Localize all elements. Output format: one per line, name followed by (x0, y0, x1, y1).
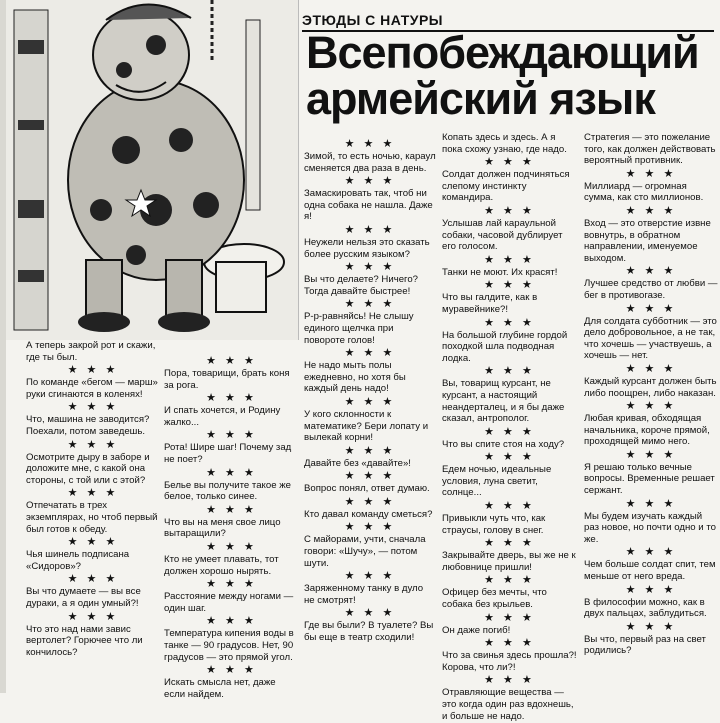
star-divider: ★ ★ ★ (484, 537, 535, 550)
quote-item: Отпечатать в трех экземплярах, но чтоб первый был готов к обеду. (26, 500, 158, 535)
star-divider: ★ ★ ★ (344, 521, 396, 534)
star-divider: ★ ★ ★ (484, 204, 535, 217)
text-column-1 (26, 340, 160, 659)
quote-item: Я решаю только вечные вопросы. Временные решает сержант. (584, 461, 715, 497)
star-divider: ★ ★ ★ (206, 392, 257, 405)
quote-item: Зимой, то есть ночью, караул сменяется два раза в день. (304, 151, 436, 174)
article-headline (306, 27, 716, 124)
quote-item: Р-р-равняйсь! Не слышу единого щелчка при повороте голов! (304, 311, 414, 346)
quote-item: Чем больше солдат спит, тем меньше от него вреда. (584, 559, 716, 583)
quote-item: Кто не умеет плавать, тот должен хорошо нырять. (164, 553, 279, 577)
star-divider: ★ ★ ★ (484, 574, 535, 587)
quote-item: Вопрос понял, ответ думаю. (304, 483, 430, 495)
quote-item: Рота! Шире шаг! Почему зад не поет? (164, 442, 292, 465)
quote-item: Что вы галдите, как в муравейнике?! (442, 292, 538, 315)
star-divider: ★ ★ ★ (67, 573, 119, 586)
quote-item: Он даже погиб! (442, 624, 511, 636)
star-divider: ★ ★ ★ (206, 664, 257, 677)
quote-item: Копать здесь и здесь. А я пока схожу узнаю, где надо. (442, 132, 567, 155)
quote-item: Что вы на меня свое лицо вытаращили? (164, 516, 281, 540)
star-divider: ★ ★ ★ (344, 223, 396, 236)
star-divider: ★ ★ ★ (625, 448, 677, 461)
quote-item: Где вы были? В туалете? Вы бы еще в театр сходили! (304, 620, 434, 644)
quote-item: Офицер без мечты, что собака без крыльев. (442, 587, 547, 611)
star-divider: ★ ★ ★ (206, 355, 257, 367)
star-divider: ★ ★ ★ (484, 253, 535, 266)
star-divider: ★ ★ ★ (344, 138, 396, 150)
quote-item: Солдат должен подчиняться слепому инстинкту командира. (442, 169, 570, 204)
star-divider: ★ ★ ★ (484, 425, 535, 438)
quote-item: Кто давал команду сметься? (304, 508, 433, 520)
star-divider: ★ ★ ★ (484, 500, 535, 513)
quote-item: Осмотрите дыру в заборе и доложите мне, с какой она стороны, с той или с этой? (26, 451, 150, 486)
star-divider: ★ ★ ★ (344, 298, 396, 311)
star-divider: ★ ★ ★ (344, 570, 396, 583)
star-divider: ★ ★ ★ (484, 674, 535, 687)
star-divider: ★ ★ ★ (67, 487, 119, 500)
quote-item: Танки не моют. Их красят! (442, 266, 558, 278)
star-divider: ★ ★ ★ (625, 497, 677, 510)
quote-item: Лучшее средство от любви — бег в противогазе. (584, 278, 718, 301)
star-divider: ★ ★ ★ (67, 438, 119, 451)
quote-item: Миллиард — огромная сумма, как сто миллионов. (584, 180, 704, 204)
text-column-4 (442, 132, 577, 723)
star-divider: ★ ★ ★ (625, 302, 677, 315)
star-divider: ★ ★ ★ (67, 610, 119, 623)
quote-item: Температура кипения воды в танке — 90 градусов. Нет, 90 градусов — это прямой угол. (164, 628, 294, 663)
quote-item: Неужели нельзя это сказать более русским языком? (304, 236, 430, 260)
text-column-5 (584, 132, 718, 658)
quote-item: У кого склонности к математике? Бери лопату и вылекай корни! (304, 408, 429, 444)
star-divider: ★ ★ ★ (484, 637, 535, 650)
quote-item: Искать смысла нет, даже если найдем. (164, 677, 276, 700)
star-divider: ★ ★ ★ (206, 503, 257, 516)
quote-item: Вы, товарищ курсант, не курсант, а настоящий неандерталец, и я бы даже сказал, антрополог. (442, 378, 565, 425)
star-divider: ★ ★ ★ (625, 546, 677, 559)
quote-item: Услышав лай караульной собаки, часовой дублирует его голосом. (442, 217, 563, 253)
star-divider: ★ ★ ★ (67, 536, 119, 549)
star-divider: ★ ★ ★ (206, 540, 257, 553)
star-divider: ★ ★ ★ (625, 362, 677, 375)
quote-item: Отравляющие вещества — это когда один раз вдохнешь, и больше не надо. (442, 687, 574, 722)
quote-item: Вы что думаете — вы все дураки, а я один умный?! (26, 586, 141, 609)
rubric-text: ЭТЮДЫ С НАТУРЫ (302, 12, 443, 28)
quote-item: Пора, товарищи, брать коня за рога. (164, 368, 290, 391)
quote-item: Заряженному танку в дуло не смотрят! (304, 583, 424, 606)
quote-item: Замаскировать так, чтоб ни одна собака не нашла. Даже я! (304, 188, 433, 223)
star-divider: ★ ★ ★ (344, 607, 396, 620)
star-divider: ★ ★ ★ (206, 615, 257, 628)
star-divider: ★ ★ ★ (625, 265, 677, 278)
soldier-cartoon-image (6, 0, 298, 340)
quote-item: Давайте без «давайте»! (304, 457, 411, 469)
quote-item: На большой глубине гордой походкой шла подводная лодка. (442, 329, 568, 364)
star-divider: ★ ★ ★ (344, 261, 396, 274)
star-divider: ★ ★ ★ (625, 400, 677, 413)
text-column-2 (164, 355, 299, 701)
quote-item: Вход — это отверстие извне вовнутрь, в обратном направлении, именуемое выходом. (584, 217, 711, 264)
star-divider: ★ ★ ★ (625, 620, 677, 633)
quote-item: Для солдата субботник — это дело добровольное, а не так, что хочешь — участвуешь, а хочешь — нет. (584, 315, 717, 362)
quote-item: Едем ночью, идеальные условия, луна светит, солнце... (442, 464, 552, 499)
star-divider: ★ ★ ★ (206, 578, 257, 591)
quote-item: Закрывайте дверь, вы же не к любовнице пришли! (442, 550, 576, 573)
headline-line-2: армейский язык (306, 73, 655, 124)
star-divider: ★ ★ ★ (484, 156, 535, 169)
quote-item: По команде «бегом — марш» руки сгинаются в коленях! (26, 377, 158, 400)
quote-item: Каждый курсант должен быть либо поощрен, либо наказан. (584, 375, 717, 399)
star-divider: ★ ★ ★ (344, 495, 396, 508)
star-divider: ★ ★ ★ (625, 583, 677, 596)
quote-item: Белье вы получите такое же белое, только синее. (164, 479, 291, 503)
headline-line-1: Всепобеждающий (306, 27, 699, 78)
star-divider: ★ ★ ★ (625, 167, 677, 180)
star-divider: ★ ★ ★ (484, 316, 535, 329)
star-divider: ★ ★ ★ (484, 451, 535, 464)
quote-item: Что вы спите стоя на ходу? (442, 438, 565, 450)
star-divider: ★ ★ ★ (344, 395, 396, 408)
quote-item: Что, машина не заводится? Поехали, потом заведешь. (26, 414, 150, 437)
quote-item: С майорами, учти, сначала говори: «Шучу», — потом шути. (304, 534, 426, 569)
star-divider: ★ ★ ★ (206, 429, 257, 442)
quote-item: Расстояние между ногами — один шаг. (164, 591, 294, 614)
quote-item: Вы что делаете? Ничего? Тогда давайте быстрее! (304, 274, 419, 297)
quote-item: Что за свинья здесь прошла?! Корова, что ли?! (442, 650, 577, 673)
quote-item: В философии можно, как в двух пальцах, заблудиться. (584, 596, 707, 620)
star-divider: ★ ★ ★ (67, 401, 119, 414)
quote-item: Любая кривая, обходящая начальника, короче прямой, проходящей мимо него. (584, 413, 710, 448)
quote-item: Чья шинель подписана «Сидоров»? (26, 549, 130, 572)
quote-item: Вы что, первый раз на свет родились? (584, 633, 706, 657)
star-divider: ★ ★ ★ (67, 364, 119, 377)
star-divider: ★ ★ ★ (206, 466, 257, 479)
star-divider: ★ ★ ★ (484, 365, 535, 378)
star-divider: ★ ★ ★ (344, 470, 396, 483)
cartoon-illustration (6, 0, 299, 340)
quote-item: И спать хочется, и Родину жалко... (164, 405, 281, 428)
text-column-3 (304, 138, 436, 645)
star-divider: ★ ★ ★ (625, 204, 677, 217)
quote-item: А теперь закрой рот и скажи, где ты был. (26, 340, 156, 363)
quote-item: Не надо мыть полы ежедневно, но хотя бы каждый день надо! (304, 360, 406, 395)
star-divider: ★ ★ ★ (344, 347, 396, 360)
quote-item: Мы будем изучать каждый раз новое, но почти одно и то же. (584, 510, 716, 545)
quote-item: Привыкли чуть что, как страусы, голову в снег. (442, 513, 546, 536)
star-divider: ★ ★ ★ (484, 611, 535, 624)
star-divider: ★ ★ ★ (484, 279, 535, 292)
quote-item: Что это над нами завис вертолет? Горючее что ли кончилось? (26, 623, 143, 658)
quote-item: Стратегия — это пожелание того, как должен действовать вероятный противник. (584, 132, 716, 167)
star-divider: ★ ★ ★ (344, 444, 396, 457)
star-divider: ★ ★ ★ (344, 175, 396, 188)
